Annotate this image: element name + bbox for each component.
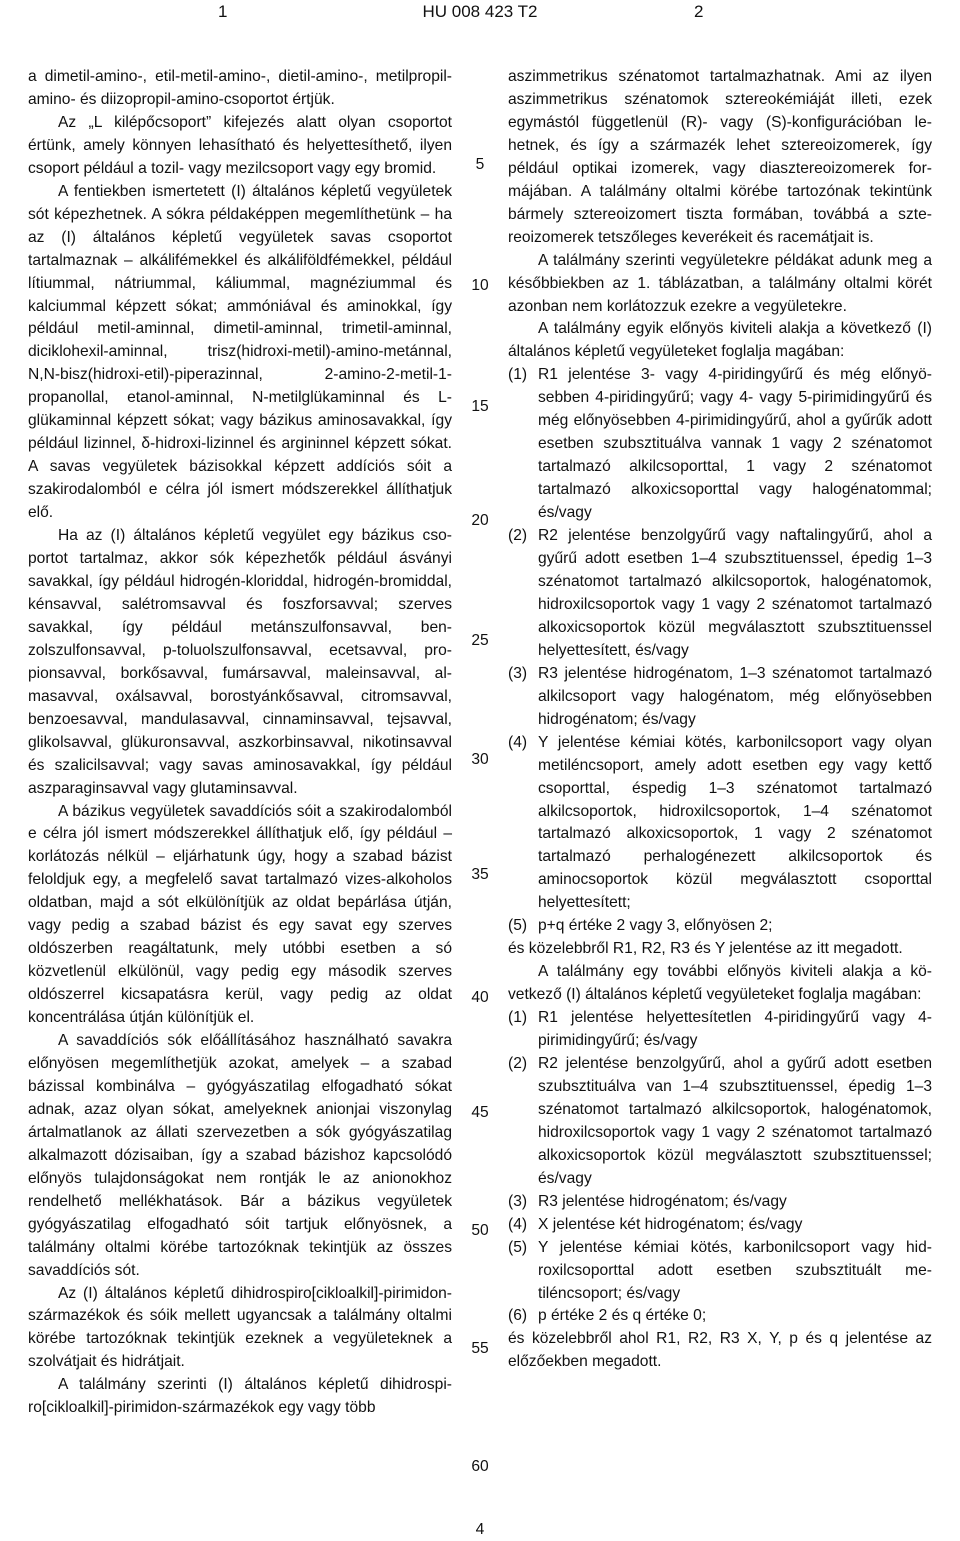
list-item: [508, 1191, 932, 1214]
list-item-number: (3): [508, 664, 528, 682]
line-number: 55: [471, 1340, 489, 1357]
list-item-text: R1 jelentése 3- vagy 4-piridingyűrű és még előnyösebben 4-piridingyűrű; vagy 4- vagy 5-pirimidingyűrű és még előnyösebben 4-pirimidingyűrű, ahol a gyűrűk adott esetben szubsztituálva vannak 1 vagy 2 szénatomot tartalmazó alkilcsoporttal, 1 vagy 2 szénatomot tartalmazó alkoxicsoporttal vagy halogénatommal; és/vagy: [538, 366, 932, 522]
list-item-text: R2 jelentése benzolgyűrű vagy naftalingyűrű, ahol a gyűrű adott esetben 1–4 szubsztituenssel, épedig 1–3 szénatomot tartalmazó alkilcsoportok, halogénatomok, hidroxilcsoportok vagy 1 vagy 2 szénatomot tartalmazó alkoxicsoportok közül megválasztott szubsztituenssel helyettesített, és/vagy: [538, 527, 932, 659]
paragraph: és közelebbről R1, R2, R3 és Y jelentése az itt megadott.: [508, 940, 903, 958]
list-item-text: R2 jelentése benzolgyűrű, ahol a gyűrű adott esetben szubsztituálva van 1–4 szubsztituenssel, épedig 1–3 szénatomot tartalmazó alkilcsoportok, halogénatomok, hidroxilcsoportok vagy 1 vagy 2 szénatomot tartalmazó alkoxicsoportok közül megválasztott szubsztituenssel; és/vagy: [538, 1054, 932, 1187]
line-number: 50: [471, 1222, 489, 1239]
paragraph: A bázikus vegyületek savaddíciós sóit a szakirodalomból e célra jól ismert módszerekkel állíthatjuk elő, így például – korlátozás nélkül – eljárhatunk úgy, hogy a szabad bázist feloldjuk egy, a megfelelő savat tartalmazó vizes-alkoholos oldatban, majd a sót elkülönítjük az oldat bepárlása útján, vagy pedig a szabad bázist és egy savat egy szerves oldószerben reagáltatunk, mely utóbbi esetben a só közvetlenül elkülönül, vagy pedig egy második szerves oldószerrel kicsapatásra kerül, vagy pedig az oldat koncentrálása útján különítjük el.: [28, 802, 452, 1027]
list-item-text: R3 jelentése hidrogénatom, 1–3 szénatomot tartalmazó alkilcsoport vagy halogénatom, még előnyösebben hidrogénatom; és/vagy: [538, 664, 932, 728]
right-column: [508, 66, 932, 1374]
list-item-number: (3): [508, 1192, 528, 1210]
paragraph: A fentiekben ismertetett (I) általános képletű vegyületek sót képezhetnek. A sókra példaképpen megemlíthetünk – ha az (I) általános képletű vegyületek savas csoportot tartalmaznak – alkálifémekkel és alkáliföldfémekkel, például lítiummal, nátriummal, káliummal, magnéziummal és kalciummal képzett sókat; ammóniával és aminokkal, így például metil-aminnal, dimetil-aminnal, trimetil-aminnal, diciklohexil-aminnal, trisz(hidroxi-metil)-amino-metánnal, N,N-bisz(hidroxi-etil)-piperazinnal, 2-amino-2-metil-1-propanollal, etanol-aminnal, N-metilglükaminnal és L-glükaminnal képzett sókat; vagy bázikus aminosavakkal, így például lizinnel, δ-hidroxi-lizinnel és argininnel képzett sókat. A savas vegyületek bázisokkal képzett addíciós sóit a szakirodalomból e célra jól ismert módszerekkel állíthatjuk elő.: [28, 182, 452, 522]
line-number: 5: [475, 156, 485, 173]
list-item-text: p+q értéke 2 vagy 3, előnyösen 2;: [538, 917, 773, 935]
list-item-text: Y jelentése kémiai kötés, karbonilcsoport vagy olyan metiléncsoport, amely adott esetben egy vagy kettő csoporttal, éspedig 1–3 szénatomot tartalmazó alkilcsoportok, hidroxilcsoportok, 1–4 szénatomot tartalmazó alkoxicsoportok, 1 vagy 2 szénatomot tartalmazó perhalogénezett alkilcsoportok és aminocsoportok közül megválasztott csoporttal helyettesített;: [538, 733, 932, 912]
list-item-number: (4): [508, 733, 528, 751]
paragraph: Az (I) általános képletű dihidrospiro[cikloalkil]-pirimidon-származékok és sóik mellett ugyancsak a találmány oltalmi körébe tartozóknak tekintjük ezeknek a vegyületeknek a szolvátjait és hidrátjait.: [28, 1284, 452, 1371]
list-item: [508, 732, 932, 916]
line-number: 15: [471, 398, 489, 415]
paragraph: A találmány egyik előnyös kiviteli alakja a következő (I) általános képletű vegyületeket foglalja magában:: [508, 320, 932, 361]
paragraph: A savaddíciós sók előállításához használható savakra előnyösen megemlíthetjük azokat, amelyek – a szabad bázissal kombinálva – gyógyászatilag elfogadható sókat adnak, azaz olyan sókat, amelyeknek anionjai viszonylag ártalmatlanok az állati szervezetben a sók gyógyászatilag alkalmazott dózisaiban, így a szabad bázishoz kapcsolódó előnyös tulajdonságokat nem rontják le az anionokhoz rendelhető mellékhatások. Bár a bázikus vegyületek gyógyászatilag elfogadható sóit tartjuk előnyösnek, a találmány oltalmi körébe tartozóknak tekintjük az összes savaddíciós sót.: [28, 1032, 452, 1279]
list-item-number: (1): [508, 1009, 528, 1027]
list-item-number: (2): [508, 1054, 528, 1072]
line-number: 25: [471, 632, 489, 649]
line-number: 35: [471, 866, 489, 883]
list-item-text: X jelentése két hidrogénatom; és/vagy: [538, 1215, 803, 1233]
list-item-text: Y jelentése kémiai kötés, karbonilcsoport vagy hidroxilcsoporttal adott esetben szubsztituált metiléncsoport; és/vagy: [538, 1238, 932, 1302]
list-item: [508, 915, 932, 938]
paragraph: Ha az (I) általános képletű vegyület egy bázikus csoportot tartalmaz, akkor sók képezhetők például ásványi savakkal, így például hidrogén-kloriddal, hidrogén-bromiddal, kénsavval, salétromsavval és foszforsavval; szerves savakkal, így például metánszulfonsavval, benzolszulfonsavval, p-toluolszulfonsavval, ecetsavval, propionsavval, borkősavval, fumársavval, maleinsavval, almasavval, oxálsavval, borostyánkősavval, citromsavval, benzoesavval, mandulasavval, cinnaminsavval, tejsavval, glikolsavval, glükuronsavval, aszkorbinsavval, nikotinsavval és szalicilsavval; vagy savas aminosavakkal, így például aszparaginsavval vagy glutaminsavval.: [28, 527, 452, 797]
page-number-right: 2: [694, 2, 704, 21]
list-item-number: (1): [508, 366, 528, 384]
list-item: [508, 1214, 932, 1237]
paragraph: és közelebbről ahol R1, R2, R3 X, Y, p és q jelentése az előzőekben megadott.: [508, 1330, 932, 1371]
paragraph: A találmány szerinti vegyületekre példákat adunk meg a későbbiekben az 1. táblázatban, a találmány oltalmi körét azonban nem korlátozzuk ezekre a vegyületekre.: [508, 251, 932, 315]
page-number-left: 1: [218, 2, 228, 21]
line-number: 45: [471, 1104, 489, 1121]
list-item: [508, 525, 932, 663]
list-item: [508, 1237, 932, 1306]
list-item-number: (6): [508, 1307, 528, 1325]
line-number: 30: [471, 751, 489, 768]
paragraph: aszimmetrikus szénatomot tartalmazhatnak. Ami az ilyen aszimmetrikus szénatomok sztereokémiáját illeti, ezek egymástól függetlenül (R)- vagy (S)-konfigurációban lehetnek, és így a származék lehet sztereoizomerek, így például optikai izomerek, vagy diasztereoizomerek formájában. A találmány oltalmi körébe tartozónak tekintünk bármely sztereoizomert tiszta formában, továbbá a sztereoizomerek tetszőleges keverékeit és racemátjait is.: [508, 68, 932, 246]
document-id: HU 008 423 T2: [422, 2, 538, 21]
list-item-number: (5): [508, 917, 528, 935]
list-item-number: (5): [508, 1238, 528, 1256]
list-item-number: (2): [508, 527, 528, 545]
paragraph: A találmány szerinti (I) általános képletű dihidrospiro[cikloalkil]-pirimidon-származékok egy vagy több: [28, 1376, 452, 1417]
footer-page-number: 4: [475, 1521, 485, 1538]
list-item: [508, 1053, 932, 1191]
line-number: 20: [471, 512, 489, 529]
left-column: [28, 66, 452, 1420]
line-number: 40: [471, 989, 489, 1006]
line-number: 60: [471, 1458, 489, 1475]
list-item: [508, 364, 932, 525]
paragraph: A találmány egy további előnyös kiviteli alakja a következő (I) általános képletű vegyületeket foglalja magában:: [508, 963, 932, 1004]
list-item-text: R3 jelentése hidrogénatom; és/vagy: [538, 1192, 787, 1210]
list-item: [508, 663, 932, 732]
line-number: 10: [471, 277, 489, 294]
list-item-text: R1 jelentése helyettesítetlen 4-piridingyűrű vagy 4-pirimidingyűrű; és/vagy: [538, 1009, 932, 1050]
paragraph: Az „L kilépőcsoport” kifejezés alatt olyan csoportot értünk, amely könnyen lehasítható és helyettesíthető, ilyen csoport például a tozil- vagy mezilcsoport vagy egy bromid.: [28, 113, 452, 177]
list-item-text: p értéke 2 és q értéke 0;: [538, 1307, 707, 1325]
paragraph: a dimetil-amino-, etil-metil-amino-, dietil-amino-, metilpropil-amino- és diizopropil-amino-csoportot értjük.: [28, 68, 452, 108]
list-item: [508, 1007, 932, 1053]
list-item: [508, 1305, 932, 1328]
list-item-number: (4): [508, 1215, 528, 1233]
